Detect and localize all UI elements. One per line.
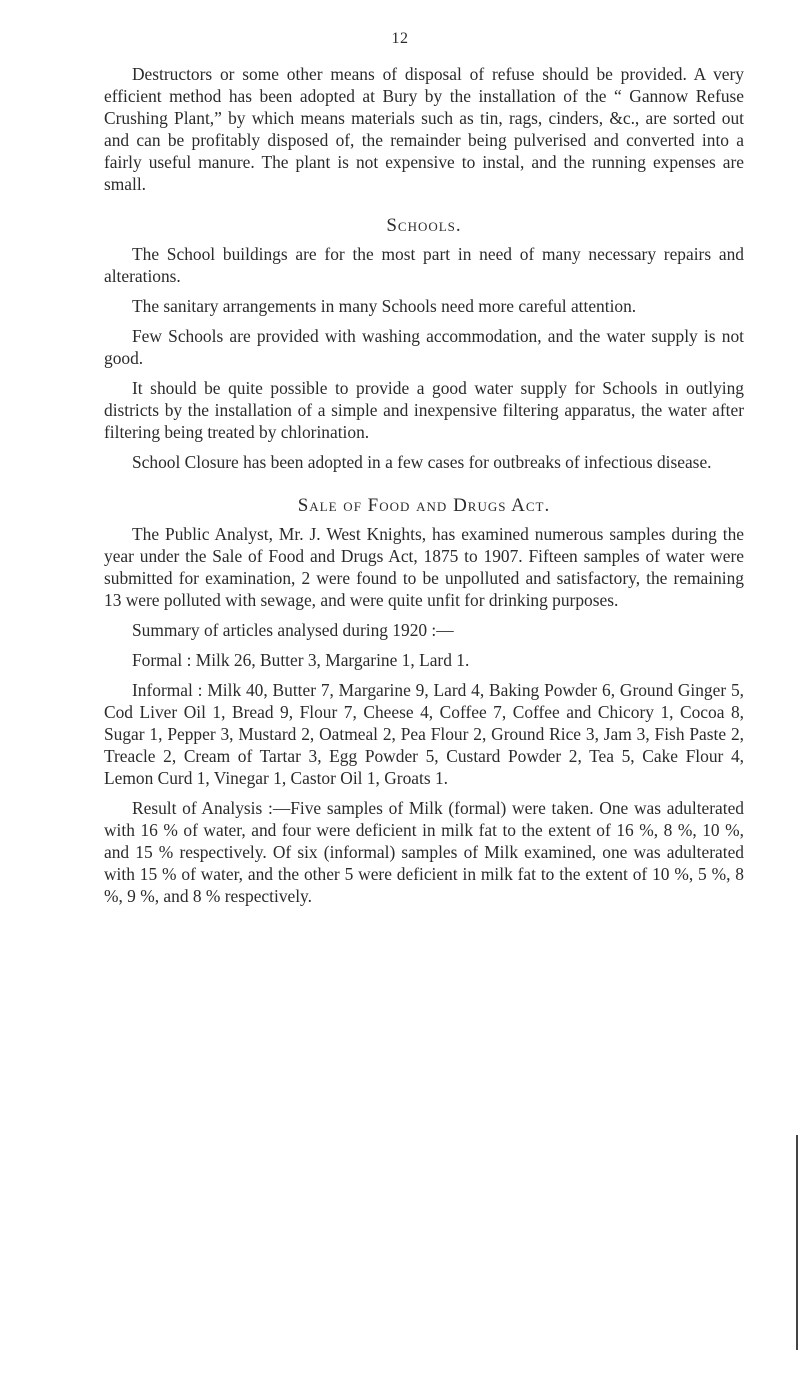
schools-paragraph-5: School Closure has been adopted in a few cases for outbreaks of infectious disease. <box>132 452 712 472</box>
schools-paragraph-4: It should be quite possible to provide a good water supply for Schools in outlying districts by the installation of a simple and inexpensive filtering apparatus, the water after filtering being treated by chlorination. <box>104 378 744 442</box>
food-paragraph-informal: Informal : Milk 40, Butter 7, Margarine 9, Lard 4, Baking Powder 6, Ground Ginger 5, Cod Liver Oil 1, Bread 9, Flour 7, Cheese 4, Coffee 7, Coffee and Chicory 1, Cocoa 8, Sugar 1, Pepper 3, Mustard 2, Oatmeal 2, Pea Flour 2, Ground Rice 3, Jam 3, Fish Paste 2, Treacle 2, Cream of Tartar 3, Egg Powder 5, Custard Powder 2, Tea 5, Cake Flour 4, Lemon Curd 1, Vinegar 1, Castor Oil 1, Groats 1. <box>104 680 744 788</box>
schools-paragraph-1: The School buildings are for the most part in need of many necessary repairs and alterations. <box>104 244 744 286</box>
food-paragraph-summary-intro: Summary of articles analysed during 1920 :— <box>132 620 454 640</box>
page-edge-mark <box>796 1135 798 1350</box>
page-number: 12 <box>391 30 409 47</box>
food-paragraph-formal: Formal : Milk 26, Butter 3, Margarine 1, Lard 1. <box>132 650 470 670</box>
section-heading-schools: Schools. <box>386 215 462 236</box>
schools-paragraph-3: Few Schools are provided with washing accommodation, and the water supply is not good. <box>104 326 744 368</box>
food-paragraph-analyst: The Public Analyst, Mr. J. West Knights, has examined numerous samples during the year under the Sale of Food and Drugs Act, 1875 to 1907. Fifteen samples of water were submitted for examination, 2 were found to be unpolluted and satisfactory, the remaining 13 were polluted with sewage, and were quite unfit for drinking purposes. <box>104 524 744 610</box>
section-heading-food-drugs: Sale of Food and Drugs Act. <box>297 495 551 516</box>
intro-paragraph: Destructors or some other means of disposal of refuse should be provided. A very efficient method has been adopted at Bury by the installation of the “ Gannow Refuse Crushing Plant,” by which means materials such as tin, rags, cinders, &c., are sorted out and can be profitably disposed of, the remainder being pulverised and converted into a fairly useful manure. The plant is not expensive to instal, and the running expenses are small. <box>104 64 744 194</box>
food-paragraph-result: Result of Analysis :—Five samples of Milk (formal) were taken. One was adulterated with 16 % of water, and four were deficient in milk fat to the extent of 16 %, 8 %, 10 %, and 15 % respectively. Of six (informal) samples of Milk examined, one was adulterated with 15 % of water, and the other 5 were deficient in milk fat to the extent of 10 %, 5 %, 8 %, 9 %, and 8 % respectively. <box>104 798 744 906</box>
schools-paragraph-2: The sanitary arrangements in many Schools need more careful attention. <box>132 296 637 316</box>
page-body <box>104 63 744 907</box>
